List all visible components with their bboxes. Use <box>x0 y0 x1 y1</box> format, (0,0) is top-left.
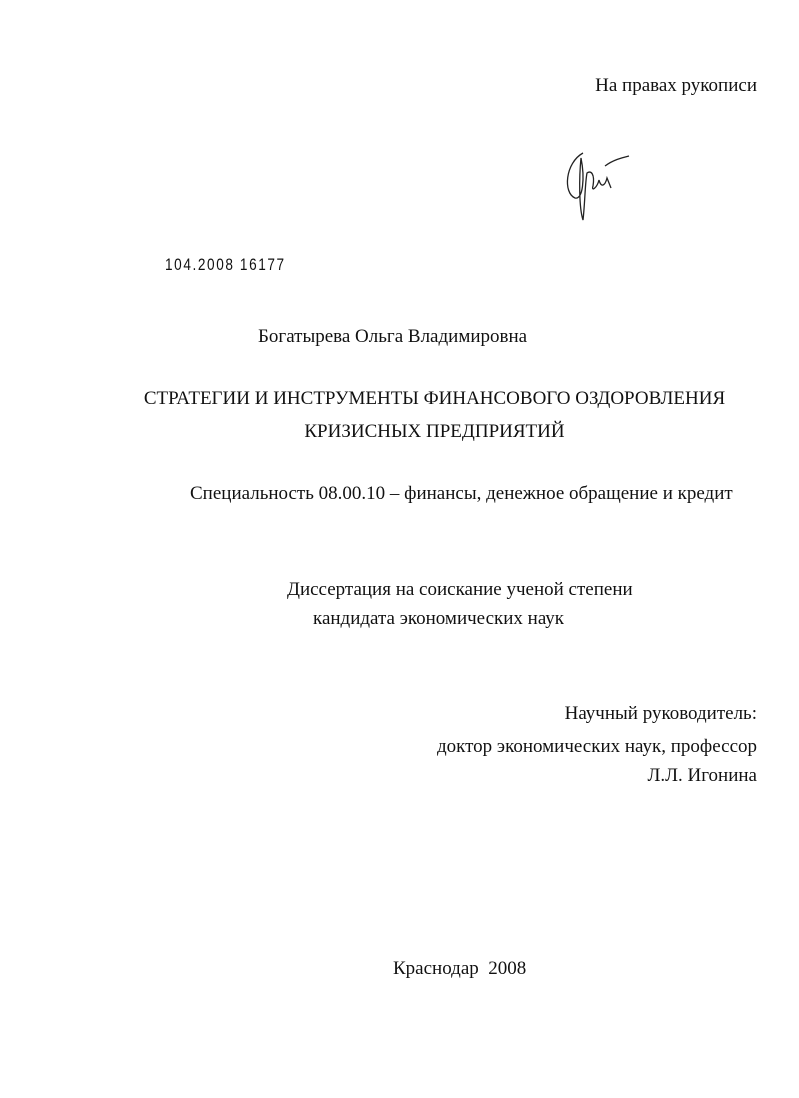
supervisor-label: Научный руководитель: <box>564 703 757 724</box>
specialty: Специальность 08.00.10 – финансы, денежное обращение и кредит <box>190 483 733 504</box>
dissertation-line-2: кандидата экономических наук <box>313 608 565 629</box>
dissertation-line-1: Диссертация на соискание ученой степени <box>287 579 633 600</box>
title-line-2: КРИЗИСНЫХ ПРЕДПРИЯТИЙ <box>304 421 565 442</box>
supervisor-name: Л.Л. Игонина <box>647 765 757 786</box>
archive-stamp-number: 104.2008 16177 <box>165 255 286 274</box>
author-name: Богатырева Ольга Владимировна <box>258 326 528 347</box>
header-note: На правах рукописи <box>595 75 757 96</box>
place-year: Краснодар 2008 <box>393 958 527 979</box>
title-line-1: СТРАТЕГИИ И ИНСТРУМЕНТЫ ФИНАНСОВОГО ОЗДОРОВЛЕНИЯ <box>143 388 726 409</box>
supervisor-degree: доктор экономических наук, профессор <box>436 736 757 757</box>
signature-image <box>555 148 635 223</box>
